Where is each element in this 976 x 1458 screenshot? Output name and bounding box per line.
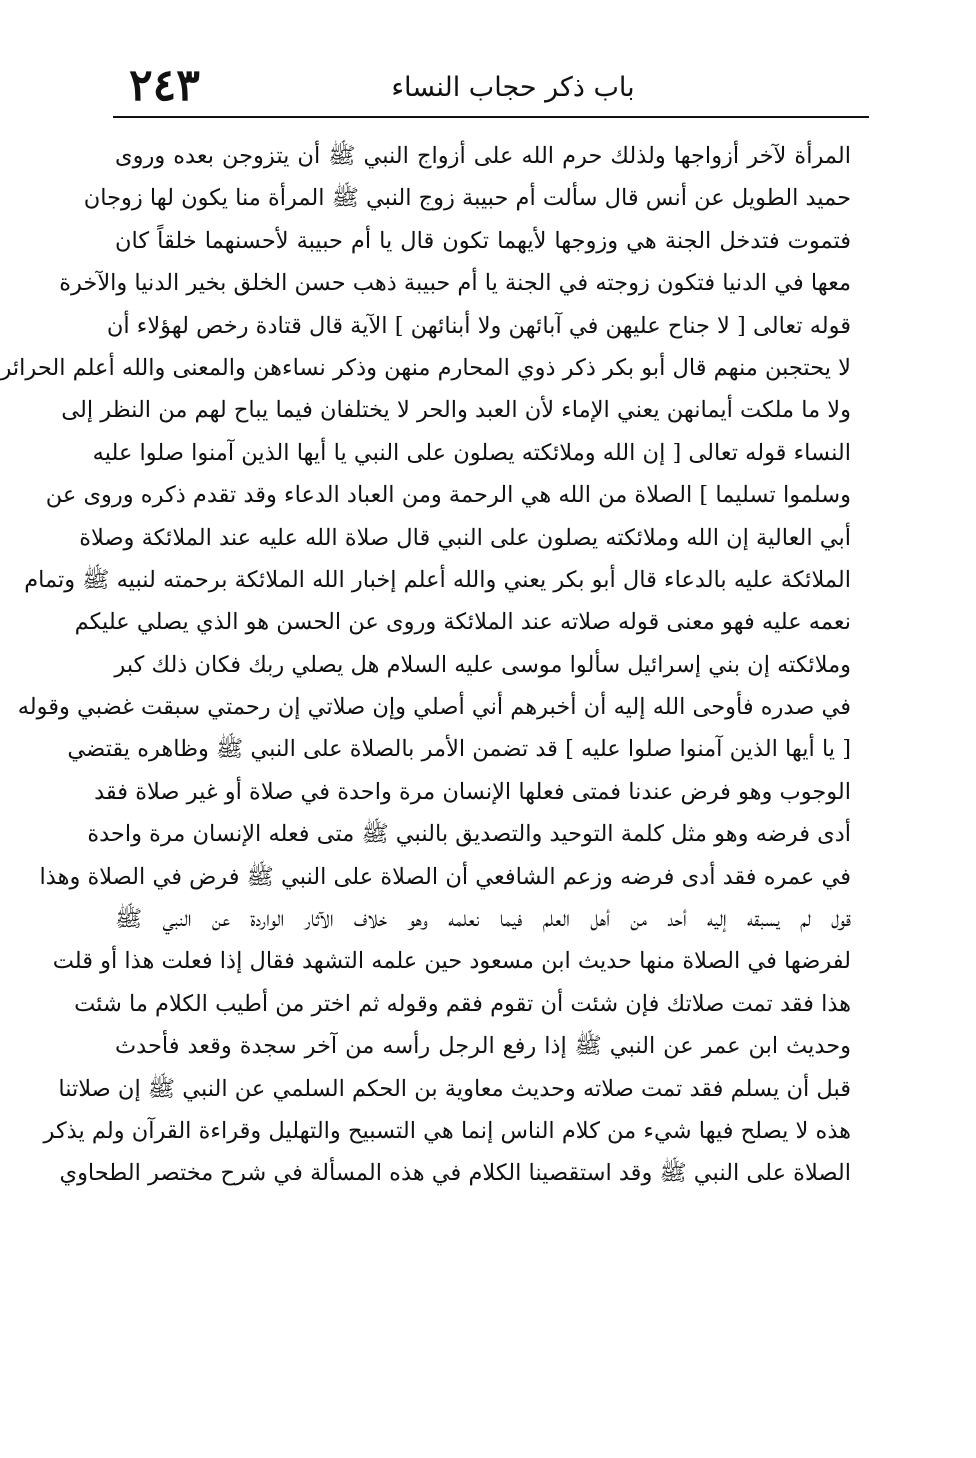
text-line: نعمه عليه فهو معنى قوله صلاته عند الملائكة وروى عن الحسن هو الذي يصلي عليكم bbox=[74, 609, 851, 636]
text-line: وسلموا تسليما ] الصلاة من الله هي الرحمة ومن العباد الدعاء وقد تقدم ذكره وروى عن bbox=[45, 482, 851, 509]
text-line: قوله تعالى [ لا جناح عليهن في آبائهن ولا أبنائهن ] الآية قال قتادة رخص لهؤلاء أن bbox=[106, 312, 851, 339]
text-line: فتموت فتدخل الجنة هي وزوجها لأيهما تكون قال يا أم حبيبة لأحسنهما خلقاً كان bbox=[115, 227, 851, 254]
text-line: حميد الطويل عن أنس قال سألت أم حبيبة زوج النبي ﷺ المرأة منا يكون لها زوجان bbox=[83, 185, 851, 212]
text-line: وحديث ابن عمر عن النبي ﷺ إذا رفع الرجل رأسه من آخر سجدة وقعد فأحدث bbox=[115, 1033, 851, 1060]
page-header bbox=[113, 58, 893, 114]
header-rule bbox=[113, 116, 869, 118]
text-line: الصلاة على النبي ﷺ وقد استقصينا الكلام في هذه المسألة في شرح مختصر الطحاوي bbox=[59, 1160, 851, 1187]
text-line: النساء قوله تعالى [ إن الله وملائكته يصلون على النبي يا أيها الذين آمنوا صلوا عليه bbox=[92, 439, 851, 466]
running-title: باب ذكر حجاب النساء bbox=[391, 72, 635, 103]
text-line: في عمره فقد أدى فرضه وزعم الشافعي أن الصلاة على النبي ﷺ فرض في الصلاة وهذا bbox=[39, 863, 851, 890]
body-text bbox=[0, 135, 851, 1195]
text-line: معها في الدنيا فتكون زوجته في الجنة يا أم حبيبة ذهب حسن الخلق بخير الدنيا والآخرة bbox=[59, 270, 851, 297]
text-line: في صدره فأوحى الله إليه أن أخبرهم أني أصلي وإن صلاتي إن رحمتي سبقت غضبي وقوله bbox=[17, 694, 851, 721]
text-line: [ يا أيها الذين آمنوا صلوا عليه ] قد تضمن الأمر بالصلاة على النبي ﷺ وظاهره يقتضي bbox=[67, 736, 851, 763]
text-line: قبل أن يسلم فقد تمت صلاته وحديث معاوية بن الحكم السلمي عن النبي ﷺ إن صلاتنا bbox=[58, 1075, 851, 1102]
text-line: لفرضها في الصلاة منها حديث ابن مسعود حين علمه التشهد فقال إذا فعلت هذا أو قلت bbox=[52, 948, 851, 975]
text-line: الوجوب وهو فرض عندنا فمتى فعلها الإنسان مرة واحدة في صلاة أو غير صلاة فقد bbox=[94, 778, 851, 805]
text-line: قول لم يسبقه إليه أحد من أهل العلم فيما نعلمه وهو خلاف الآثار الواردة عن النبي ﷺ bbox=[115, 906, 851, 933]
text-line: المرأة لآخر أزواجها ولذلك حرم الله على أزواج النبي ﷺ أن يتزوجن بعده وروى bbox=[115, 143, 851, 169]
text-line: ولا ما ملكت أيمانهن يعني الإماء لأن العبد والحر لا يختلفان فيما يباح لهم من النظر إلى bbox=[61, 397, 851, 424]
page-number: ٢٤٣ bbox=[129, 60, 200, 111]
text-line: أدى فرضه وهو مثل كلمة التوحيد والتصديق بالنبي ﷺ متى فعله الإنسان مرة واحدة bbox=[87, 821, 851, 848]
text-line: الملائكة عليه بالدعاء قال أبو بكر يعني والله أعلم إخبار الله الملائكة برحمته لنبيه ﷺ وتمام bbox=[24, 566, 851, 593]
text-line: هذه لا يصلح فيها شيء من كلام الناس إنما هي التسبيح والتهليل وقراءة القرآن ولم يذكر bbox=[43, 1117, 851, 1144]
text-line: لا يحتجبن منهم قال أبو بكر ذكر ذوي المحارم منهن وذكر نساءهن والمعنى والله أعلم الحرائر bbox=[0, 354, 851, 381]
text-line: أبي العالية إن الله وملائكته يصلون على النبي قال صلاة الله عليه عند الملائكة وصلاة bbox=[79, 524, 851, 551]
text-line: هذا فقد تمت صلاتك فإن شئت أن تقوم فقم وقوله ثم اختر من أطيب الكلام ما شئت bbox=[74, 990, 851, 1017]
text-line: وملائكته إن بني إسرائيل سألوا موسى عليه السلام هل يصلي ربك فكان ذلك كبر bbox=[114, 651, 851, 678]
